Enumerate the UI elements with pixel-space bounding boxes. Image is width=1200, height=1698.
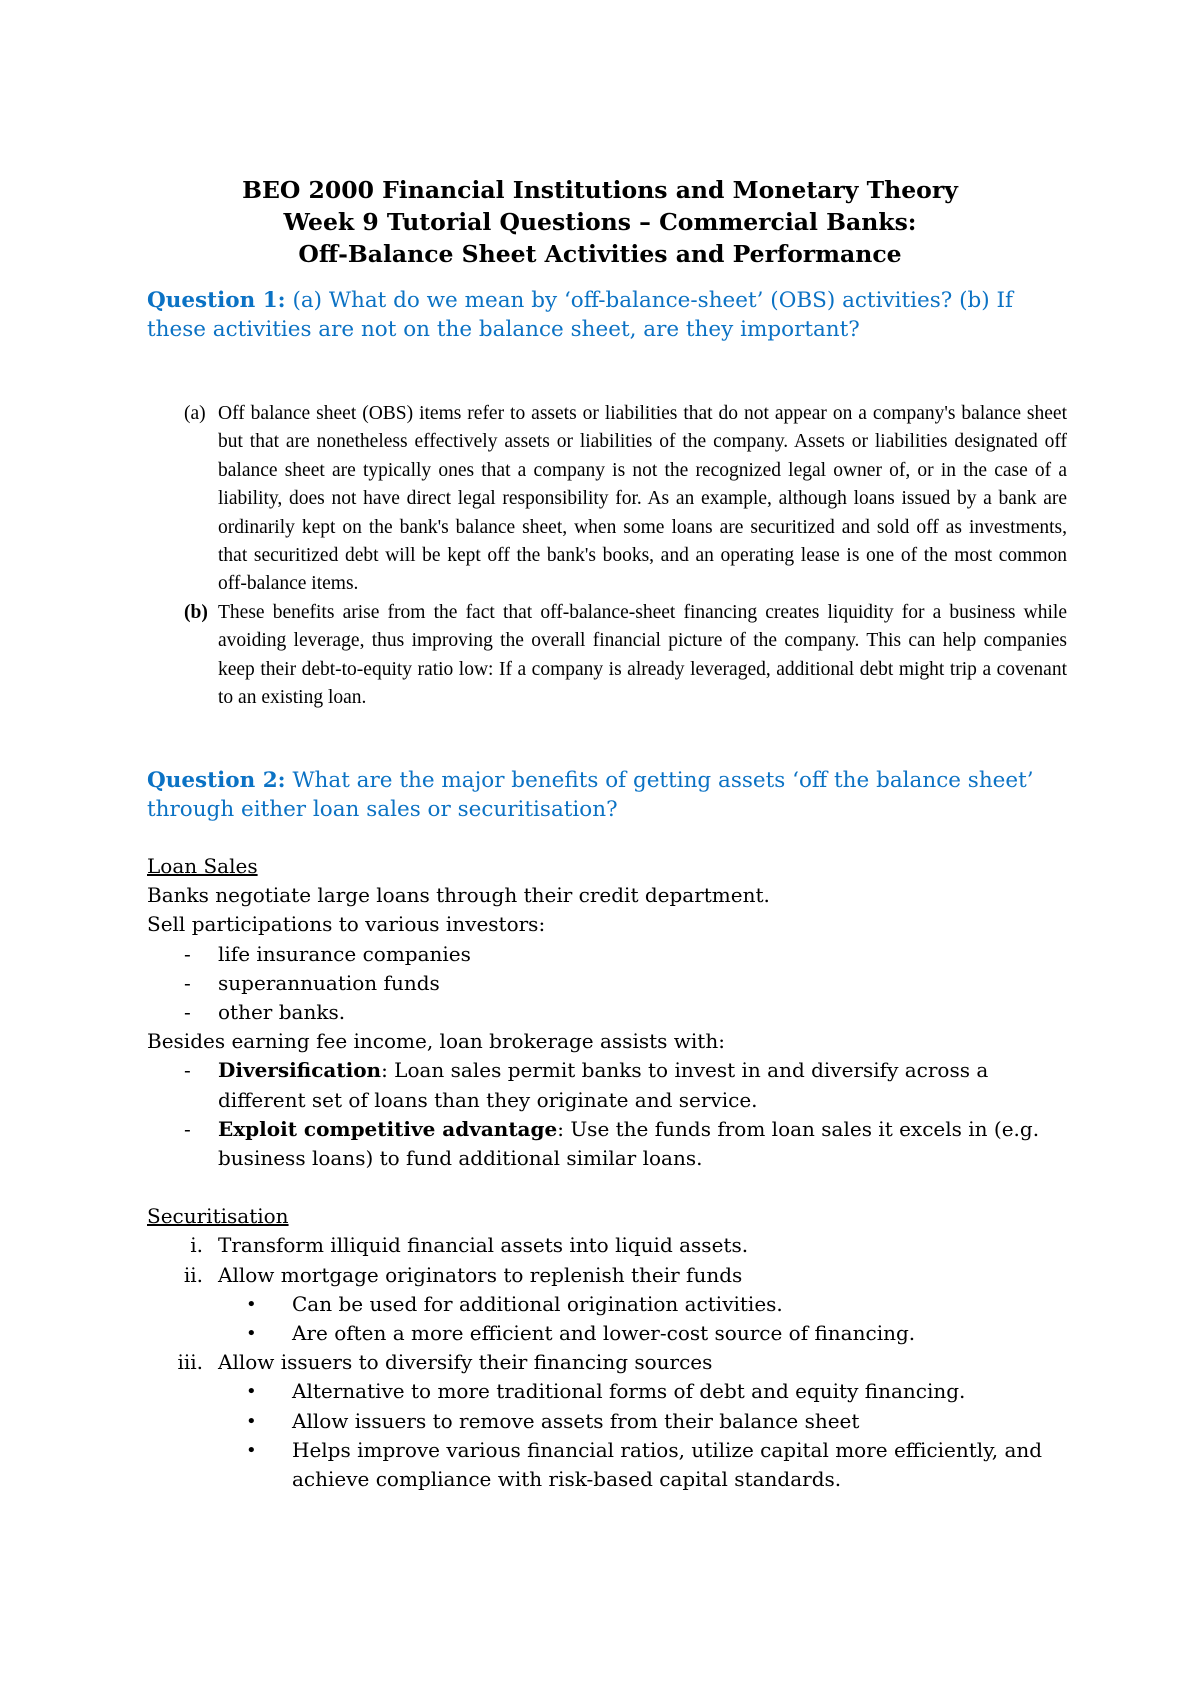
bullet-text: Allow issuers to remove assets from their balance sheet — [292, 1408, 860, 1433]
securitisation-item-text: Allow issuers to diversify their financing sources — [218, 1350, 713, 1375]
dash-marker: - — [184, 941, 191, 966]
benefit-item-competitive-advantage — [147, 1115, 1067, 1173]
roman-marker: iii. — [177, 1350, 203, 1375]
spacer — [147, 1173, 1067, 1202]
loan-sales-line-3: Besides earning fee income, loan brokerage assists with: — [147, 1029, 725, 1054]
question-1-text: (a) What do we mean by ‘off-balance-sheet’ (OBS) activities? (b) If these activities are not on the balance sheet, are they important? — [147, 288, 1013, 342]
answer-b-marker: (b) — [184, 601, 208, 623]
question-1-label: Question 1: — [147, 288, 286, 313]
answer-a — [147, 400, 1067, 599]
securitisation-bullet — [147, 1290, 1067, 1319]
bullet-text: Can be used for additional origination activities. — [292, 1291, 783, 1316]
dash-marker: - — [184, 970, 191, 995]
investor-text: other banks. — [218, 1000, 346, 1025]
question-2 — [147, 766, 1067, 824]
dash-marker: - — [184, 1058, 191, 1083]
loan-sales-heading: Loan Sales — [147, 854, 258, 878]
bullet-text: Helps improve various financial ratios, utilize capital more efficiently, and achieve compliance with risk-based capital standards. — [292, 1437, 1043, 1492]
securitisation-bullet — [147, 1319, 1067, 1348]
investor-item — [147, 940, 1067, 969]
roman-marker: ii. — [183, 1262, 203, 1287]
securitisation-bullet — [147, 1377, 1067, 1406]
answer-b — [147, 599, 1067, 713]
securitisation-bullet — [147, 1407, 1067, 1436]
bullet-marker: • — [246, 1293, 257, 1315]
answer-b-text: These benefits arise from the fact that off-balance-sheet financing creates liquidity for a business while avoiding leverage, thus improving the overall financial picture of the company. This can help companies keep their debt-to-equity ratio low: If a company is already leveraged, additional debt might trip a covenant to an existing loan. — [218, 601, 1067, 709]
securitisation-item — [147, 1261, 1067, 1290]
question-1 — [147, 286, 1067, 344]
investor-item — [147, 998, 1067, 1027]
bullet-text: Are often a more efficient and lower-cost source of financing. — [292, 1321, 916, 1346]
benefit-item-diversification — [147, 1056, 1067, 1114]
securitisation-bullet — [147, 1436, 1067, 1494]
bullet-marker: • — [246, 1381, 257, 1403]
bullet-text: Alternative to more traditional forms of debt and equity financing. — [292, 1379, 966, 1404]
bullet-marker: • — [246, 1439, 257, 1461]
investor-item — [147, 969, 1067, 998]
title-line-topic: Off-Balance Sheet Activities and Performance — [298, 240, 902, 268]
benefit-text: : Use the funds from loan sales it excels in (e.g. business loans) to fund additional similar loans. — [218, 1116, 1040, 1171]
securitisation-item-text: Allow mortgage originators to replenish their funds — [218, 1262, 743, 1287]
title-line-week: Week 9 Tutorial Questions – Commercial Banks: — [283, 208, 917, 236]
loan-sales-line-2: Sell participations to various investors: — [147, 912, 546, 937]
bullet-marker: • — [246, 1323, 257, 1345]
answer-a-marker: (a) — [184, 403, 206, 424]
benefit-term: Diversification — [218, 1058, 382, 1083]
securitisation-item — [147, 1348, 1067, 1377]
dash-marker: - — [184, 1000, 191, 1025]
bullet-marker: • — [246, 1410, 257, 1432]
loan-sales-line-1: Banks negotiate large loans through their credit department. — [147, 883, 770, 908]
benefit-term: Exploit competitive advantage — [218, 1116, 558, 1141]
benefit-text: : Loan sales permit banks to invest in and diversify across a different set of loans than they originate and service. — [218, 1058, 989, 1112]
question-2-text: What are the major benefits of getting assets ‘off the balance sheet’ through either loan sales or securitisation? — [147, 768, 1034, 822]
securitisation-heading: Securitisation — [147, 1204, 289, 1229]
securitisation-item — [147, 1231, 1067, 1260]
dash-marker: - — [184, 1116, 191, 1141]
question-1-answers — [147, 400, 1067, 712]
roman-marker: i. — [190, 1233, 203, 1258]
securitisation-item-text: Transform illiquid financial assets into liquid assets. — [218, 1233, 749, 1258]
title-line-course: BEO 2000 Financial Institutions and Monetary Theory — [242, 176, 958, 204]
answer-2-body — [147, 852, 1067, 1494]
investor-text: life insurance companies — [218, 941, 471, 966]
answer-a-text: Off balance sheet (OBS) items refer to assets or liabilities that do not appear on a company's balance sheet but that are nonetheless effectively assets or liabilities of the company. Assets or liabilities designated off balance sheet are typically ones that a company is not the recognized legal owner of, or in the case of a liability, does not have direct legal responsibility for. As an example, although loans issued by a bank are ordinarily kept on the bank's balance sheet, when some loans are securitized and sold off as investments, that securitized debt will be kept off the bank's books, and an operating lease is one of the most common off-balance items. — [218, 403, 1067, 595]
document-title — [0, 174, 1200, 270]
investor-text: superannuation funds — [218, 970, 440, 995]
question-2-label: Question 2: — [147, 768, 286, 793]
